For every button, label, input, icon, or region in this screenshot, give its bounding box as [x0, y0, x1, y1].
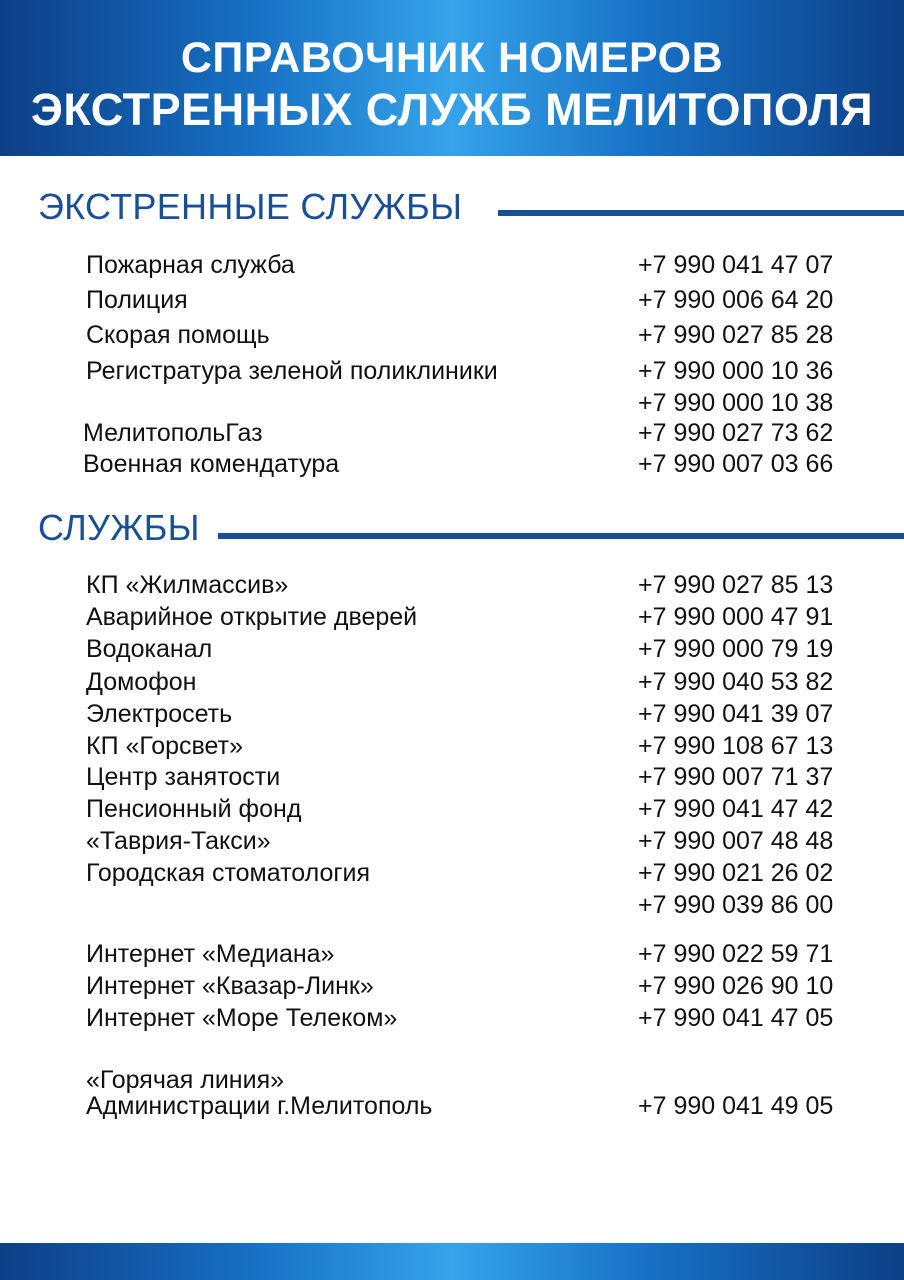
service-name: КП «Жилмассив»: [86, 571, 289, 599]
service-name: Пожарная служба: [86, 251, 295, 279]
emergency-section-title: ЭКСТРЕННЫЕ СЛУЖБЫ: [38, 186, 463, 227]
service-name: Скорая помощь: [86, 321, 270, 349]
service-phone-secondary[interactable]: +7 990 039 86 00: [638, 891, 834, 919]
service-name: «Таврия-Такси»: [86, 827, 271, 855]
service-phone[interactable]: +7 990 000 79 19: [638, 635, 834, 663]
service-phone[interactable]: +7 990 021 26 02: [638, 859, 834, 887]
service-phone[interactable]: +7 990 041 47 07: [638, 251, 834, 279]
service-phone[interactable]: +7 990 026 90 10: [638, 972, 834, 1000]
service-name: Городская стоматология: [86, 859, 371, 887]
service-phone[interactable]: +7 990 027 85 13: [638, 571, 834, 599]
service-phone[interactable]: +7 990 007 48 48: [638, 827, 834, 855]
footer-bar: [0, 1243, 904, 1280]
service-name: Полиция: [86, 286, 188, 314]
service-phone[interactable]: +7 990 041 49 05: [638, 1092, 834, 1120]
service-phone[interactable]: +7 990 041 39 07: [638, 700, 834, 728]
page-title-line-2: ЭКСТРЕННЫХ СЛУЖБ МЕЛИТОПОЛЯ: [30, 84, 874, 135]
service-name-continued: Администрации г.Мелитополь: [86, 1092, 433, 1120]
service-name: Пенсионный фонд: [86, 795, 302, 823]
service-phone[interactable]: +7 990 027 85 28: [638, 321, 834, 349]
service-name: МелитопольГаз: [83, 419, 263, 447]
service-name: Интернет «Квазар-Линк»: [86, 972, 374, 1000]
service-name: Центр занятости: [86, 763, 281, 791]
service-phone[interactable]: +7 990 108 67 13: [638, 732, 834, 760]
service-phone[interactable]: +7 990 022 59 71: [638, 940, 834, 968]
service-phone[interactable]: +7 990 007 71 37: [638, 763, 834, 791]
services-section-title: СЛУЖБЫ: [38, 507, 200, 548]
service-name: Интернет «Море Телеком»: [86, 1004, 398, 1032]
service-phone[interactable]: +7 990 027 73 62: [638, 419, 834, 447]
service-name: «Горячая линия»: [86, 1066, 285, 1094]
service-name: Военная комендатура: [83, 450, 340, 478]
service-phone-secondary[interactable]: +7 990 000 10 38: [638, 389, 834, 417]
service-name: Аварийное открытие дверей: [86, 603, 418, 631]
service-name: Водоканал: [86, 635, 213, 663]
services-section-divider: [218, 533, 904, 539]
service-phone[interactable]: +7 990 000 47 91: [638, 603, 834, 631]
service-name: Электросеть: [86, 700, 233, 728]
service-phone[interactable]: +7 990 041 47 05: [638, 1004, 834, 1032]
emergency-section-divider: [498, 210, 904, 216]
service-phone[interactable]: +7 990 006 64 20: [638, 286, 834, 314]
service-name: Домофон: [86, 668, 197, 696]
service-phone[interactable]: +7 990 040 53 82: [638, 668, 834, 696]
service-name: КП «Горсвет»: [86, 732, 243, 760]
service-phone[interactable]: +7 990 000 10 36: [638, 357, 834, 385]
service-name: Интернет «Медиана»: [86, 940, 335, 968]
header-banner: [0, 0, 904, 156]
service-name: Регистратура зеленой поликлиники: [86, 357, 498, 385]
service-phone[interactable]: +7 990 041 47 42: [638, 795, 834, 823]
service-phone[interactable]: +7 990 007 03 66: [638, 450, 834, 478]
page-title-line-1: СПРАВОЧНИК НОМЕРОВ: [180, 34, 724, 82]
